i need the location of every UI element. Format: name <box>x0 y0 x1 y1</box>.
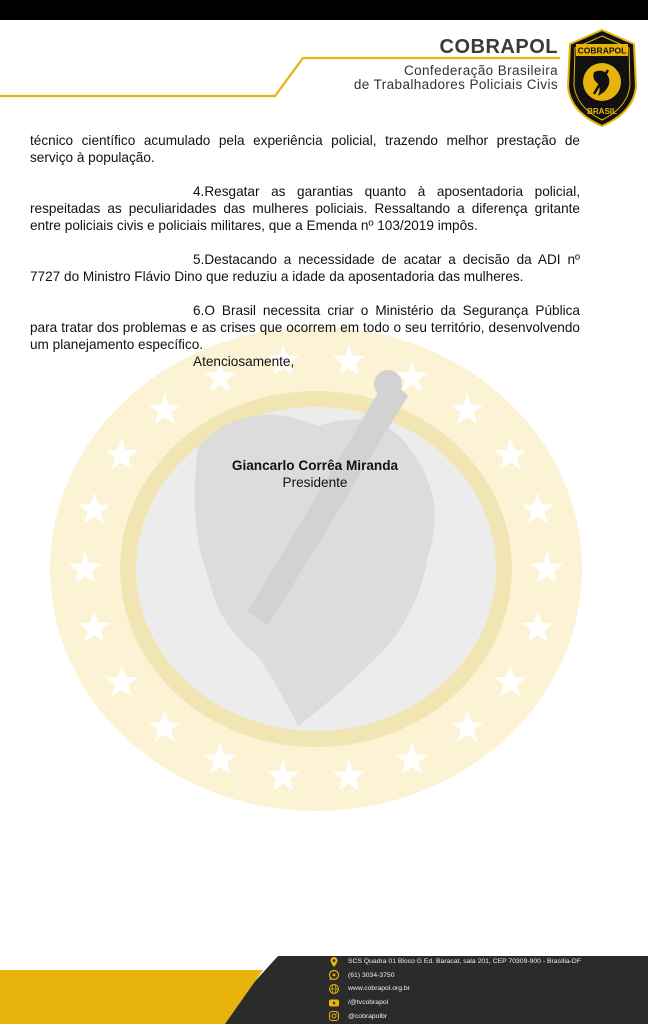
footer-phone <box>328 969 638 983</box>
instagram-link[interactable]: @cobrapolbr <box>348 1012 388 1020</box>
instagram-icon <box>328 1010 340 1022</box>
letter-body <box>30 132 580 370</box>
footer-youtube[interactable] <box>328 996 638 1010</box>
org-full-line1: Confederação Brasileira <box>403 63 558 78</box>
phone-text: (61) 3034-3750 <box>348 971 395 979</box>
whatsapp-icon <box>328 969 340 981</box>
website-link[interactable]: www.cobrapol.org.br <box>348 985 410 993</box>
org-full-name <box>354 64 558 92</box>
youtube-icon <box>328 997 340 1009</box>
watermark-emblem <box>48 326 584 812</box>
youtube-link[interactable]: /@tvcobrapol <box>348 999 389 1007</box>
org-name: COBRAPOL <box>439 36 558 58</box>
footer-website[interactable] <box>328 982 638 996</box>
location-pin-icon <box>328 956 340 968</box>
paragraph-item-6: 6.O Brasil necessita criar o Ministério da Segurança Pública para tratar dos problemas e as crises que ocorrem em todo o seu território, desenvolvendo um planejamento específico. <box>30 303 580 352</box>
address-text: SCS Quadra 01 Bloco G Ed. Baracat, sala 201, CEP 70309-900 - Brasília-DF <box>348 958 581 966</box>
signature-block <box>190 457 440 491</box>
footer-address <box>328 955 638 969</box>
cobrapol-badge-logo <box>564 28 640 128</box>
paragraph-item-4: 4.Resgatar as garantias quanto à aposentadoria policial, respeitadas as peculiaridades das mulheres policiais. Ressaltando a diferença gritante entre policiais civis e policiais militares, que a Emenda nº 103/2019 impôs. <box>30 184 580 233</box>
footer-instagram[interactable] <box>328 1009 638 1023</box>
badge-bottom-text: BRASIL <box>587 107 617 116</box>
globe-icon <box>328 983 340 995</box>
footer-contacts <box>328 955 638 1023</box>
paragraph-item-5: 5.Destacando a necessidade de acatar a decisão da ADI nº 7727 do Ministro Flávio Dino que reduziu a idade da aposentadoria das mulheres. <box>30 252 580 284</box>
badge-top-text: COBRAPOL <box>577 45 627 56</box>
org-full-line2: de Trabalhadores Policiais Civis <box>353 77 558 92</box>
signer-name: Giancarlo Corrêa Miranda <box>231 458 399 473</box>
signer-title: Presidente <box>282 475 348 490</box>
paragraph-continued: técnico científico acumulado pela experiência policial, trazendo melhor prestação de serviço à população. <box>30 133 580 165</box>
closing-salutation: Atenciosamente, <box>193 354 295 369</box>
